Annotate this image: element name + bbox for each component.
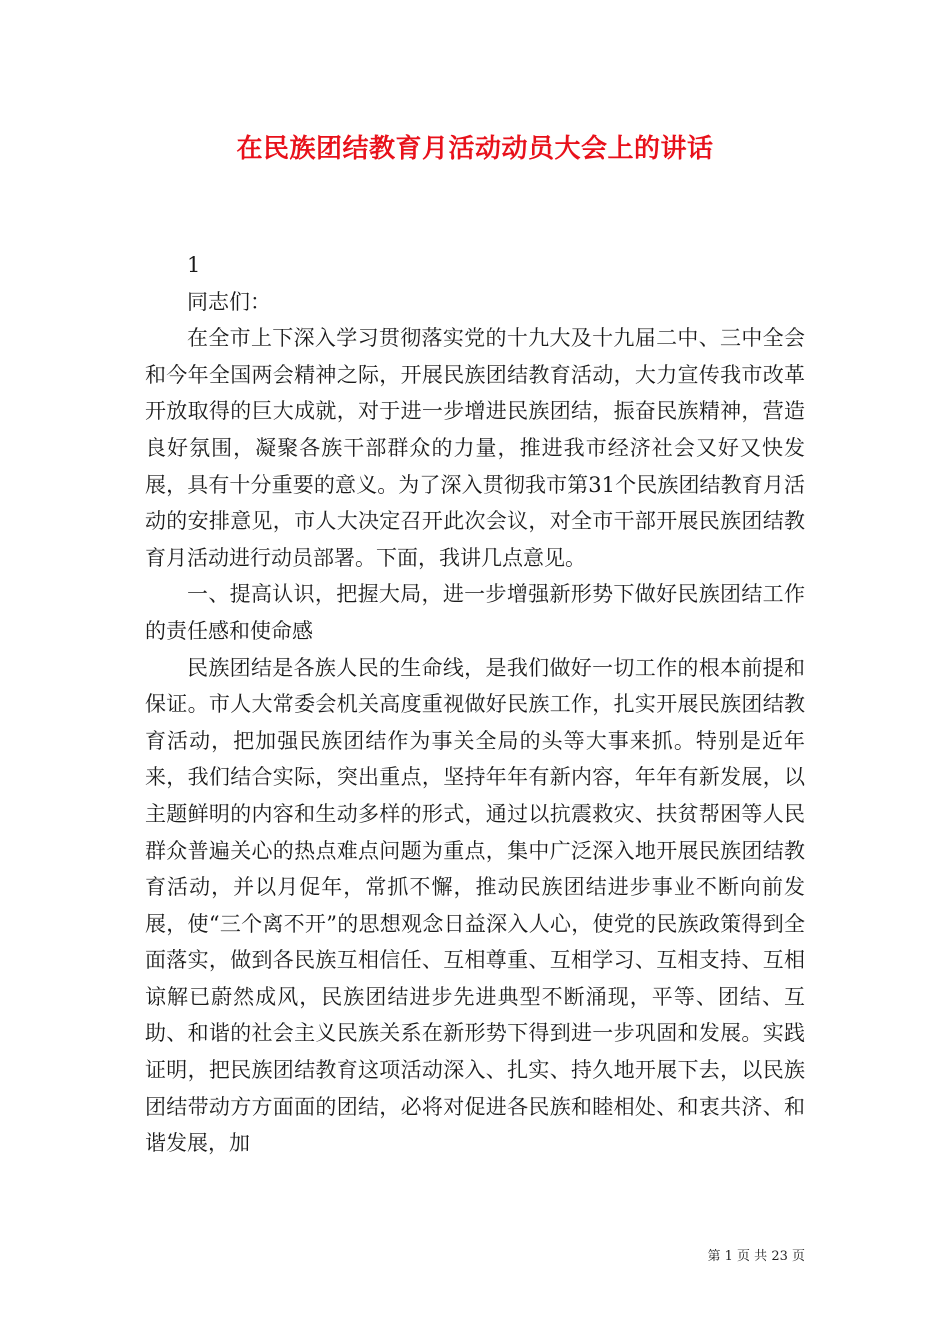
body-paragraph: 在全市上下深入学习贯彻落实党的十九大及十九届二中、三中全会和今年全国两会精神之际，开展民族团结教育活动，大力宣传我市改革开放取得的巨大成就，对于进一步增进民族团结，振奋民族精神，营造良好氛围，凝聚各族干部群众的力量，推进我市经济社会又好又快发展，具有十分重要的意义。为了深入贯彻我市第31个民族团结教育月活动的安排意见，市人大决定召开此次会议，对全市干部开展民族团结教育月活动进行动员部署。下面，我讲几点意见。 — [145, 326, 805, 570]
body-paragraph: 民族团结是各族人民的生命线，是我们做好一切工作的根本前提和保证。市人大常委会机关高度重视做好民族工作，扎实开展民族团结教育活动，把加强民族团结作为事关全局的头等大事来抓。特别是近年来，我们结合实际，突出重点，坚持年年有新内容，年年有新发展，以主题鲜明的内容和生动多样的形式，通过以抗震救灾、扶贫帮困等人民群众普遍关心的热点难点问题为重点，集中广泛深入地开展民族团结教育活动，并以月促年，常抓不懈，推动民族团结进步事业不断向前发展，使“三个离不开”的思想观念日益深入人心，使党的民族政策得到全面落实，做到各民族互相信任、互相尊重、互相学习、互相支持、互相谅解已蔚然成风，民族团结进步先进典型不断涌现，平等、团结、互助、和谐的社会主义民族关系在新形势下得到进一步巩固和发展。实践证明，把民族团结教育这项活动深入、扎实、持久地开展下去，以民族团结带动方方面面的团结，必将对促进各民族和睦相处、和衷共济、和谐发展，加 — [145, 655, 805, 1156]
document-title: 在民族团结教育月活动动员大会上的讲话 — [236, 134, 714, 164]
page-footer: 第 1 页 共 23 页 — [707, 1249, 805, 1264]
section-heading: 一、提高认识，把握大局，进一步增强新形势下做好民族团结工作的责任感和使命感 — [145, 582, 805, 643]
salutation: 同志们： — [187, 289, 271, 314]
document-body — [145, 247, 805, 1162]
section-number: 1 — [187, 253, 201, 277]
